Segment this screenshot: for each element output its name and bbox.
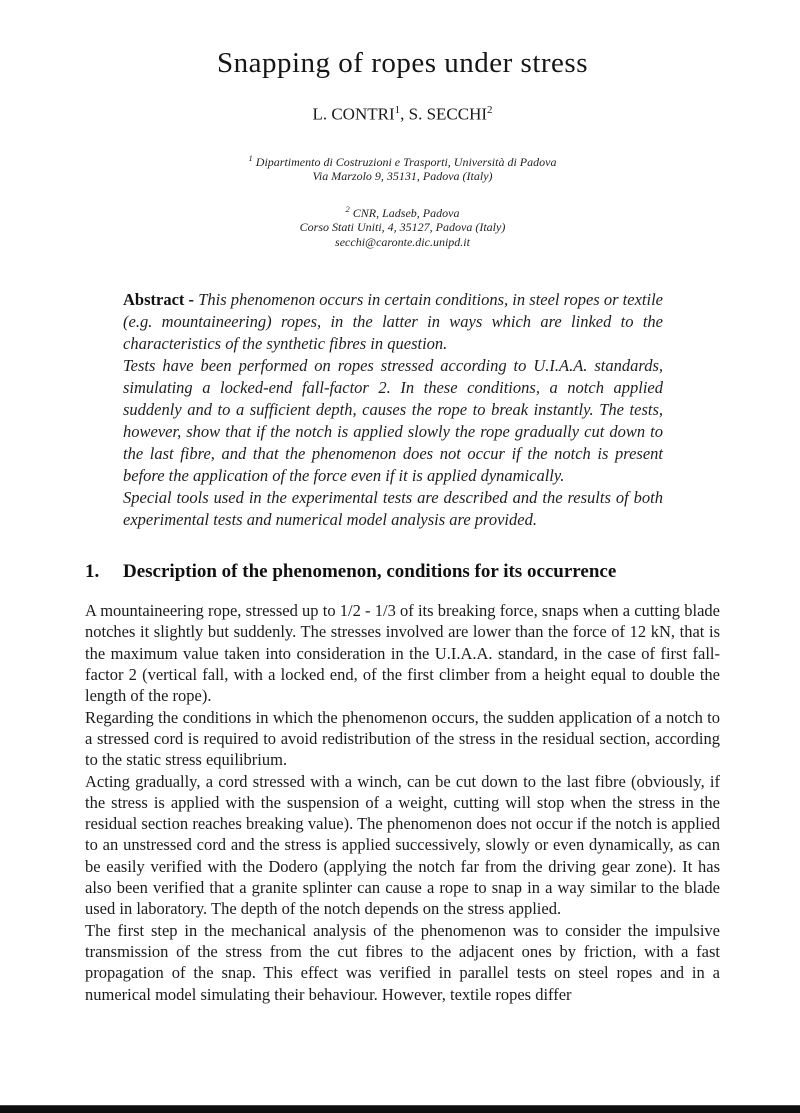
author-line [85, 104, 720, 125]
author-1-affiliation-mark: 1 [394, 104, 401, 116]
affiliation-2-address: Corso Stati Uniti, 4, 35127, Padova (Italy) [299, 220, 506, 235]
abstract-label: Abstract - [123, 290, 195, 310]
affiliation-2-line-1 [85, 202, 720, 221]
affiliation-1-mark: 1 [248, 152, 253, 163]
affiliation-2-mark: 2 [345, 203, 350, 214]
affiliation-1-department: Dipartimento di Costruzioni e Trasporti, Università di Padova [255, 154, 557, 169]
abstract-paragraph-1-text: This phenomenon occurs in certain conditions, in steel ropes or textile (e.g. mountaineering) ropes, in the latter in ways which are linked to the characteristics of the synthetic fibres in question. [123, 290, 663, 354]
abstract-paragraph-1 [123, 289, 663, 355]
abstract-block [123, 289, 663, 531]
abstract-paragraph-3: Special tools used in the experimental tests are described and the results of both experimental tests and numerical model analysis are provided. [123, 488, 663, 530]
author-separator: , [400, 104, 409, 124]
section-1-body [85, 600, 720, 1005]
affiliation-1-address: Via Marzolo 9, 35131, Padova (Italy) [312, 169, 493, 184]
affiliation-2 [85, 202, 720, 250]
affiliation-1 [85, 151, 720, 184]
affiliation-1-line-1 [85, 151, 720, 170]
affiliation-2-institute: CNR, Ladseb, Padova [352, 205, 460, 220]
abstract-paragraph-2: Tests have been performed on ropes stressed according to U.I.A.A. standards, simulating a locked-end fall-factor 2. In these conditions, a notch applied suddenly and to a sufficient depth, causes the rope to break instantly. The tests, however, show that if the notch is applied slowly the rope gradually cut down to the last fibre, and that the phenomenon does not occur if the notch is present before the application of the force even if it is applied dynamically. [123, 356, 663, 486]
section-1-title: Description of the phenomenon, conditions for its occurrence [123, 561, 617, 583]
paper-title: Snapping of ropes under stress [216, 47, 588, 79]
section-1-number: 1. [85, 561, 100, 583]
author-2: S. SECCHI [408, 104, 488, 124]
body-paragraph-2: Regarding the conditions in which the phenomenon occurs, the sudden application of a notch to a stressed cord is required to avoid redistribution of the stress in the residual section, according to the static stress equilibrium. [85, 707, 720, 770]
author-1: L. CONTRI [312, 104, 395, 124]
page-content [85, 0, 720, 1005]
body-paragraph-3: Acting gradually, a cord stressed with a winch, can be cut down to the last fibre (obviously, if the stress is applied with the suspension of a weight, cutting will stop when the stress in the residual section reaches breaking value). The phenomenon does not occur if the notch is applied to an unstressed cord and the stress is applied successively, slowly or even dynamically, as can be easily verified with the Dodero (applying the notch far from the driving gear zone). It has also been verified that a granite splinter can cause a rope to snap in a way similar to the blade used in laboratory. The depth of the notch depends on the stress applied. [85, 771, 720, 919]
affiliation-2-email: secchi@caronte.dic.unipd.it [335, 234, 470, 249]
scan-bottom-edge [0, 1105, 800, 1113]
body-paragraph-4: The first step in the mechanical analysis of the phenomenon was to consider the impulsive transmission of the stress from the cut fibres to the adjacent ones by friction, with a fast propagation of the snap. This effect was verified in parallel tests on steel ropes and in a numerical model simulating their behaviour. However, textile ropes differ [85, 920, 720, 1004]
body-paragraph-1: A mountaineering rope, stressed up to 1/2 - 1/3 of its breaking force, snaps when a cutting blade notches it slightly but suddenly. The stresses involved are lower than the force of 12 kN, that is the maximum value taken into consideration in the U.I.A.A. standard, in the case of first fall-factor 2 (vertical fall, with a locked end, of the first climber from a height equal to double the length of the rope). [85, 601, 720, 706]
section-1-heading [85, 561, 720, 583]
author-2-affiliation-mark: 2 [487, 104, 493, 116]
